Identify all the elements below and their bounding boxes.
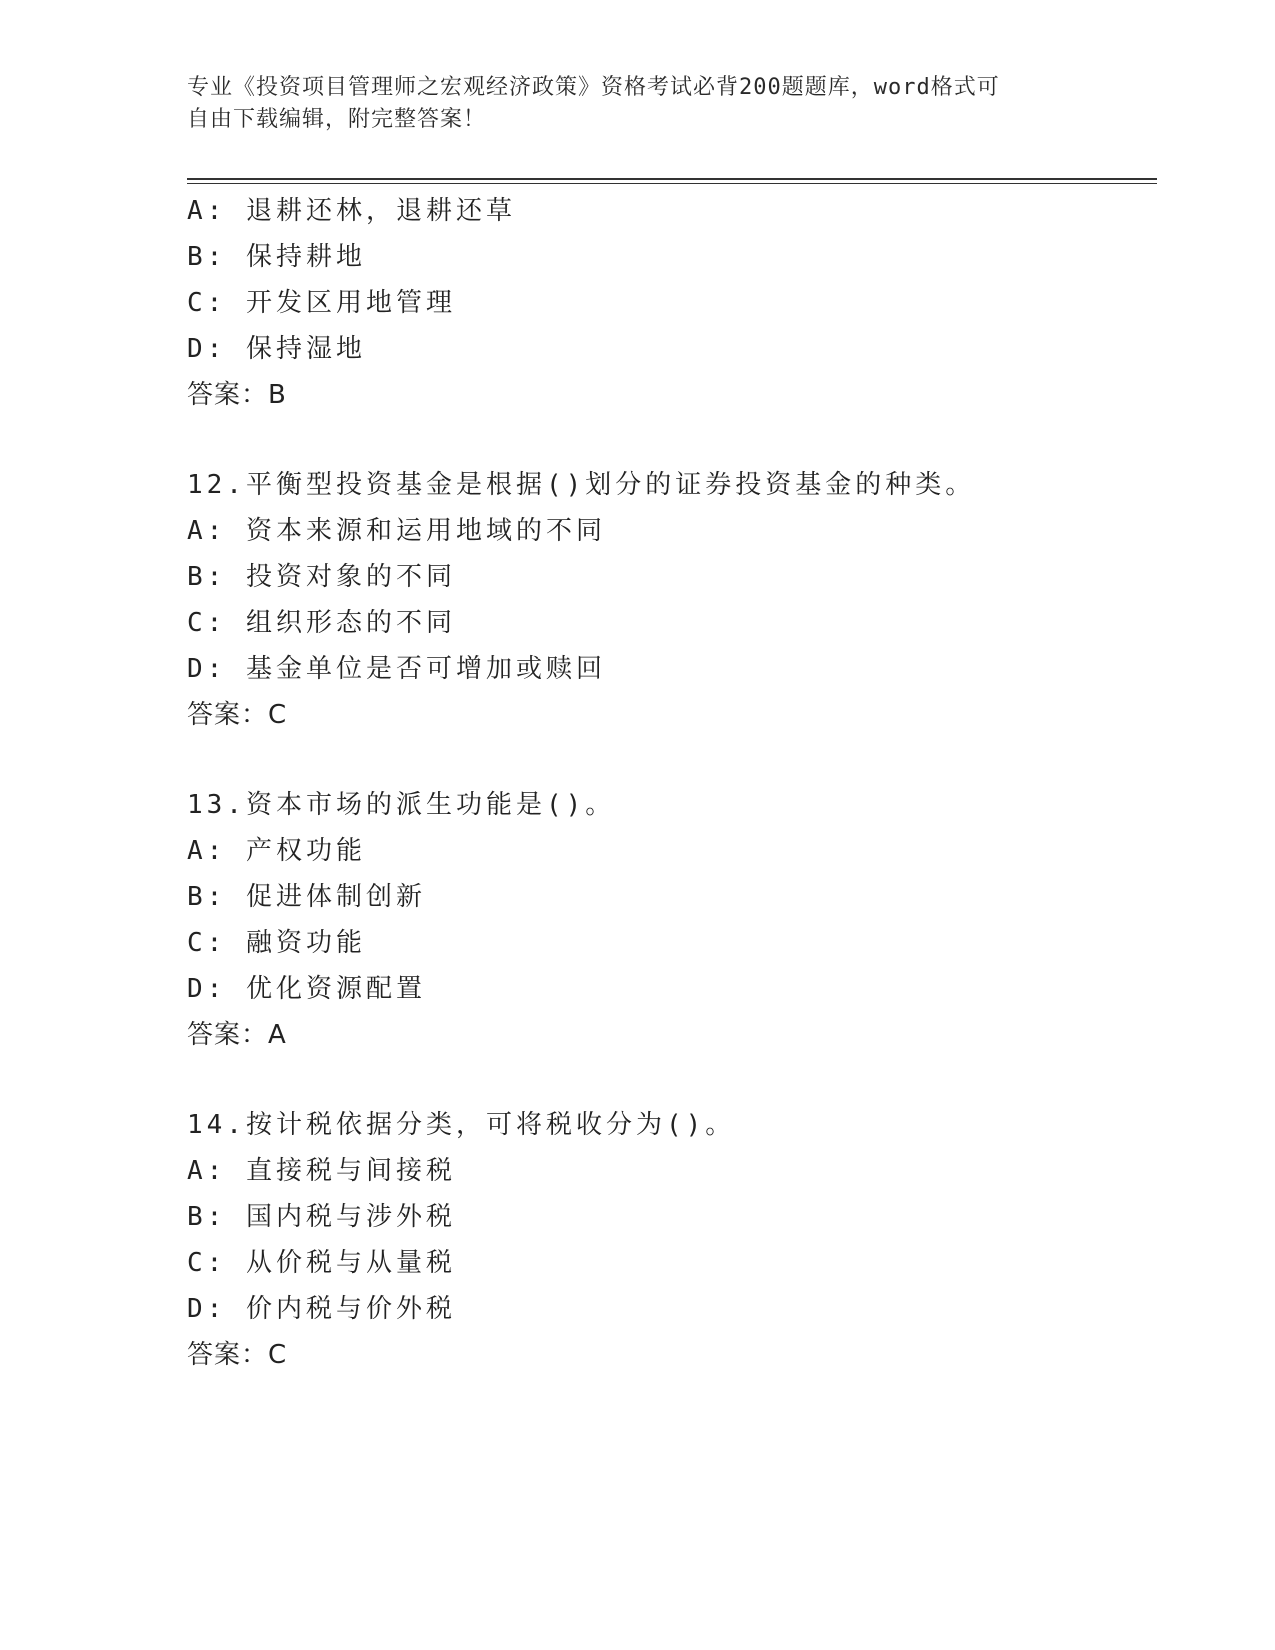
option-c: C: 开发区用地管理 [187, 288, 456, 318]
option-c: C: 融资功能 [187, 928, 366, 958]
option-a: A: 退耕还林，退耕还草 [187, 196, 516, 226]
option-d: D: 保持湿地 [187, 334, 366, 364]
document-header [187, 72, 1087, 136]
answer-line: 答案：A [187, 1020, 287, 1050]
option-c: C: 从价税与从量税 [187, 1248, 456, 1278]
option-a: A: 直接税与间接税 [187, 1156, 456, 1186]
option-b: B: 国内税与涉外税 [187, 1202, 456, 1232]
option-c: C: 组织形态的不同 [187, 608, 456, 638]
answer-line: 答案：C [187, 1340, 288, 1370]
option-d: D: 优化资源配置 [187, 974, 426, 1004]
header-line-2: 自由下载编辑，附完整答案！ [187, 107, 487, 132]
answer-line: 答案：C [187, 700, 288, 730]
question-block-11 [187, 188, 1157, 418]
question-stem: 14.按计税依据分类，可将税收分为()。 [187, 1110, 736, 1140]
question-block-13 [187, 782, 1157, 1058]
question-stem: 12.平衡型投资基金是根据()划分的证券投资基金的种类。 [187, 470, 976, 500]
answer-line: 答案：B [187, 380, 287, 410]
option-d: D: 基金单位是否可增加或赎回 [187, 654, 606, 684]
question-block-12 [187, 462, 1157, 738]
question-stem: 13.资本市场的派生功能是()。 [187, 790, 616, 820]
question-block-14 [187, 1102, 1157, 1378]
question-list [187, 188, 1157, 1378]
option-d: D: 价内税与价外税 [187, 1294, 456, 1324]
option-a: A: 资本来源和运用地域的不同 [187, 516, 606, 546]
header-divider-thin [187, 183, 1157, 184]
option-b: B: 促进体制创新 [187, 882, 426, 912]
header-divider-thick [187, 178, 1157, 180]
option-b: B: 保持耕地 [187, 242, 366, 272]
header-line-1: 专业《投资项目管理师之宏观经济政策》资格考试必背200题题库，word格式可 [187, 75, 1000, 100]
option-b: B: 投资对象的不同 [187, 562, 456, 592]
option-a: A: 产权功能 [187, 836, 366, 866]
